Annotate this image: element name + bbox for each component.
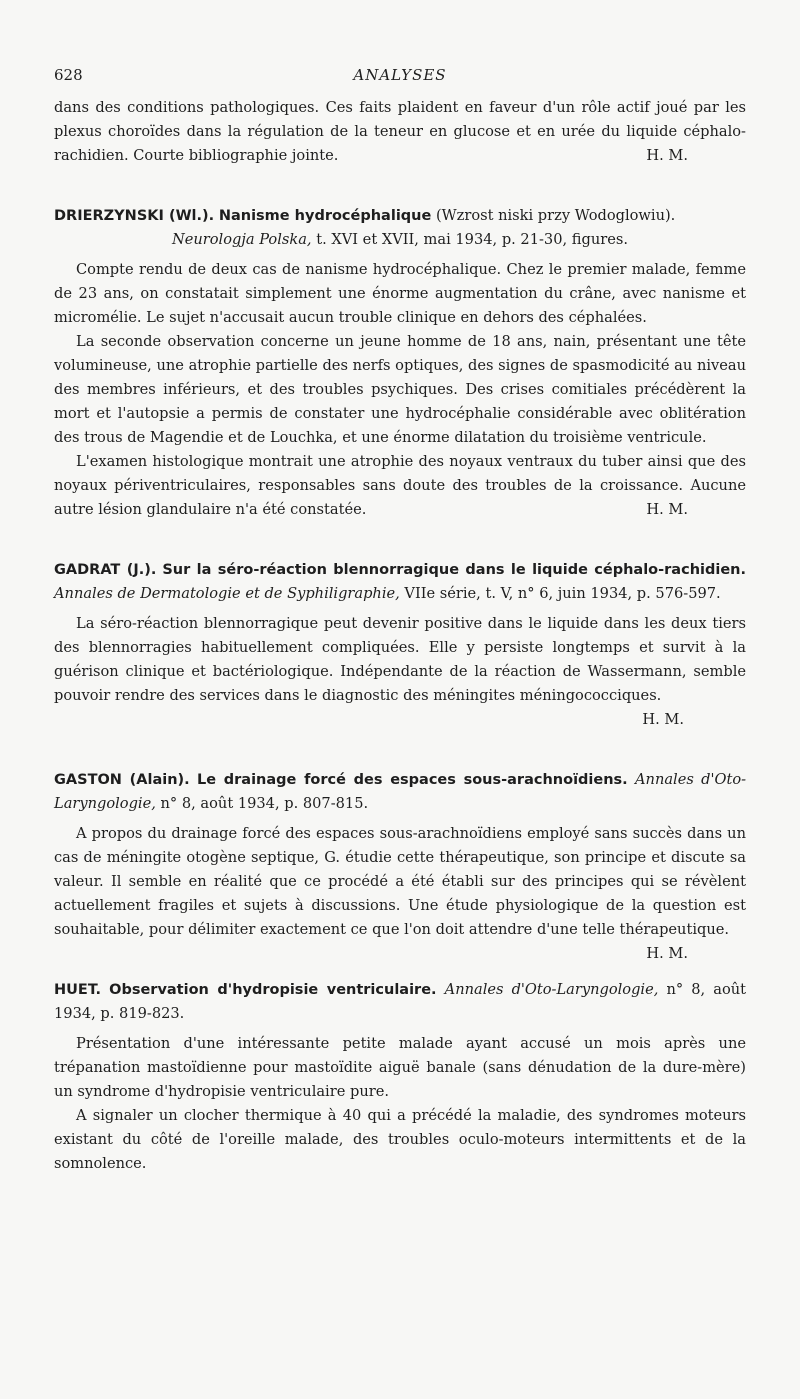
- article-author: HUET.: [54, 982, 102, 998]
- article-paragraph: [54, 450, 746, 522]
- article-journal: Annales de Dermatologie et de Syphiligraphie,: [54, 585, 400, 602]
- article-paragraph: Présentation d'une intéressante petite malade ayant accusé un mois après une trépanation mastoïdienne pour mastoïdite aiguë banale (sans dénudation de la dure-mère) un syndrome d'hydropisie ventriculaire pure.: [54, 1035, 746, 1100]
- intro-signature: H. M.: [646, 147, 688, 164]
- article-paragraph: [54, 822, 746, 962]
- article-drierzynski: [54, 204, 746, 522]
- article-title: Sur la séro-réaction blennorragique dans le liquide céphalo-rachidien.: [162, 562, 746, 578]
- article-journal: Annales d'Oto-Laryngologie,: [54, 771, 747, 812]
- page-number: 628: [54, 66, 83, 84]
- article-title: Le drainage forcé des espaces sous-arachnoïdiens.: [196, 772, 628, 788]
- intro-paragraph: [54, 96, 746, 168]
- article-signature: H. M.: [646, 945, 688, 962]
- page-header: [54, 66, 746, 88]
- article-journal: Neurologja Polska,: [171, 231, 312, 248]
- article-signature: H. M.: [646, 501, 688, 518]
- article-gadrat: [54, 558, 746, 732]
- article-details: VIIe série, t. V, n° 6, juin 1934, p. 576-597.: [399, 585, 721, 602]
- article-huet: [54, 978, 746, 1176]
- article-title: Nanisme hydrocéphalique: [218, 208, 432, 224]
- article-details: t. XVI et XVII, mai 1934, p. 21-30, figures.: [311, 231, 629, 248]
- intro-text: dans des conditions pathologiques. Ces faits plaident en faveur d'un rôle actif joué par les plexus choroïdes dans la régulation de la teneur en glucose et en urée du liquide céphalo-rachidien. Courte bibliographie jointe.: [54, 99, 746, 164]
- page-content: [54, 96, 746, 1176]
- article-journal: Annales d'Oto-Laryngologie,: [444, 981, 659, 998]
- article-heading: [54, 978, 746, 1026]
- article-paragraph-text: L'examen histologique montrait une atrophie des noyaux ventraux du tuber ainsi que des noyaux périventriculaires, responsables sans doute des troubles de la croissance. Aucune autre lésion glandulaire n'a été constatée.: [54, 453, 746, 518]
- article-author: DRIERZYNSKI (Wl.).: [54, 208, 215, 224]
- running-title: ANALYSES: [353, 66, 447, 84]
- article-paragraph: La séro-réaction blennorragique peut devenir positive dans le liquide dans les deux tiers des blennorragies habituellement compliquées. Elle y persiste longtemps et survit à la guérison clinique et bactériologique. Indépendante de la réaction de Wassermann, semble pouvoir rendre des services dans le diagnostic des méningites méningococciques.: [54, 615, 746, 704]
- article-title-rest: (Wzrost niski przy Wodoglowiu).: [431, 207, 676, 224]
- article-paragraph-text: A propos du drainage forcé des espaces sous-arachnoïdiens employé sans succès dans un cas de méningite otogène septique, G. étudie cette thérapeutique, son principe et discute sa valeur. Il semble en réalité que ce procédé a été établi sur des principes qui se révèlent actuellement fragiles et sujets à discussions. Une étude physiologique de la question est souhaitable, pour délimiter exactement ce que l'on doit attendre d'une telle thérapeutique.: [54, 825, 746, 938]
- article-details: n° 8, août 1934, p. 819-823.: [54, 981, 747, 1022]
- article-gaston: [54, 768, 747, 962]
- article-paragraph: A signaler un clocher thermique à 40 qui a précédé la maladie, des syndromes moteurs existant du côté de l'oreille malade, des troubles oculo-moteurs intermittents et de la somnolence.: [54, 1107, 746, 1172]
- article-signature: H. M.: [642, 711, 684, 728]
- article-heading: [54, 558, 746, 606]
- article-author: GASTON (Alain).: [54, 772, 190, 788]
- article-paragraph: Compte rendu de deux cas de nanisme hydrocéphalique. Chez le premier malade, femme de 23 ans, on constatait simplement une énorme augmentation du crâne, avec nanisme et micromélie. Le sujet n'accusait aucun trouble clinique en dehors des céphalées.: [54, 261, 746, 326]
- article-paragraph: La seconde observation concerne un jeune homme de 18 ans, nain, présentant une tête volumineuse, une atrophie partielle des nerfs optiques, des signes de spasmodicité au niveau des membres inférieurs, et des troubles psychiques. Des crises comitiales précédèrent la mort et l'autopsie a permis de constater une hydrocéphalie considérable avec oblitération des trous de Magendie et de Louchka, et une énorme dilatation du troisième ventricule.: [54, 333, 746, 446]
- article-title: Observation d'hydropisie ventriculaire.: [109, 982, 437, 998]
- article-author: GADRAT (J.).: [54, 562, 157, 578]
- article-heading: [54, 204, 746, 252]
- article-details: n° 8, août 1934, p. 807-815.: [155, 795, 369, 812]
- article-heading: [54, 768, 746, 816]
- article-citation: [54, 228, 746, 252]
